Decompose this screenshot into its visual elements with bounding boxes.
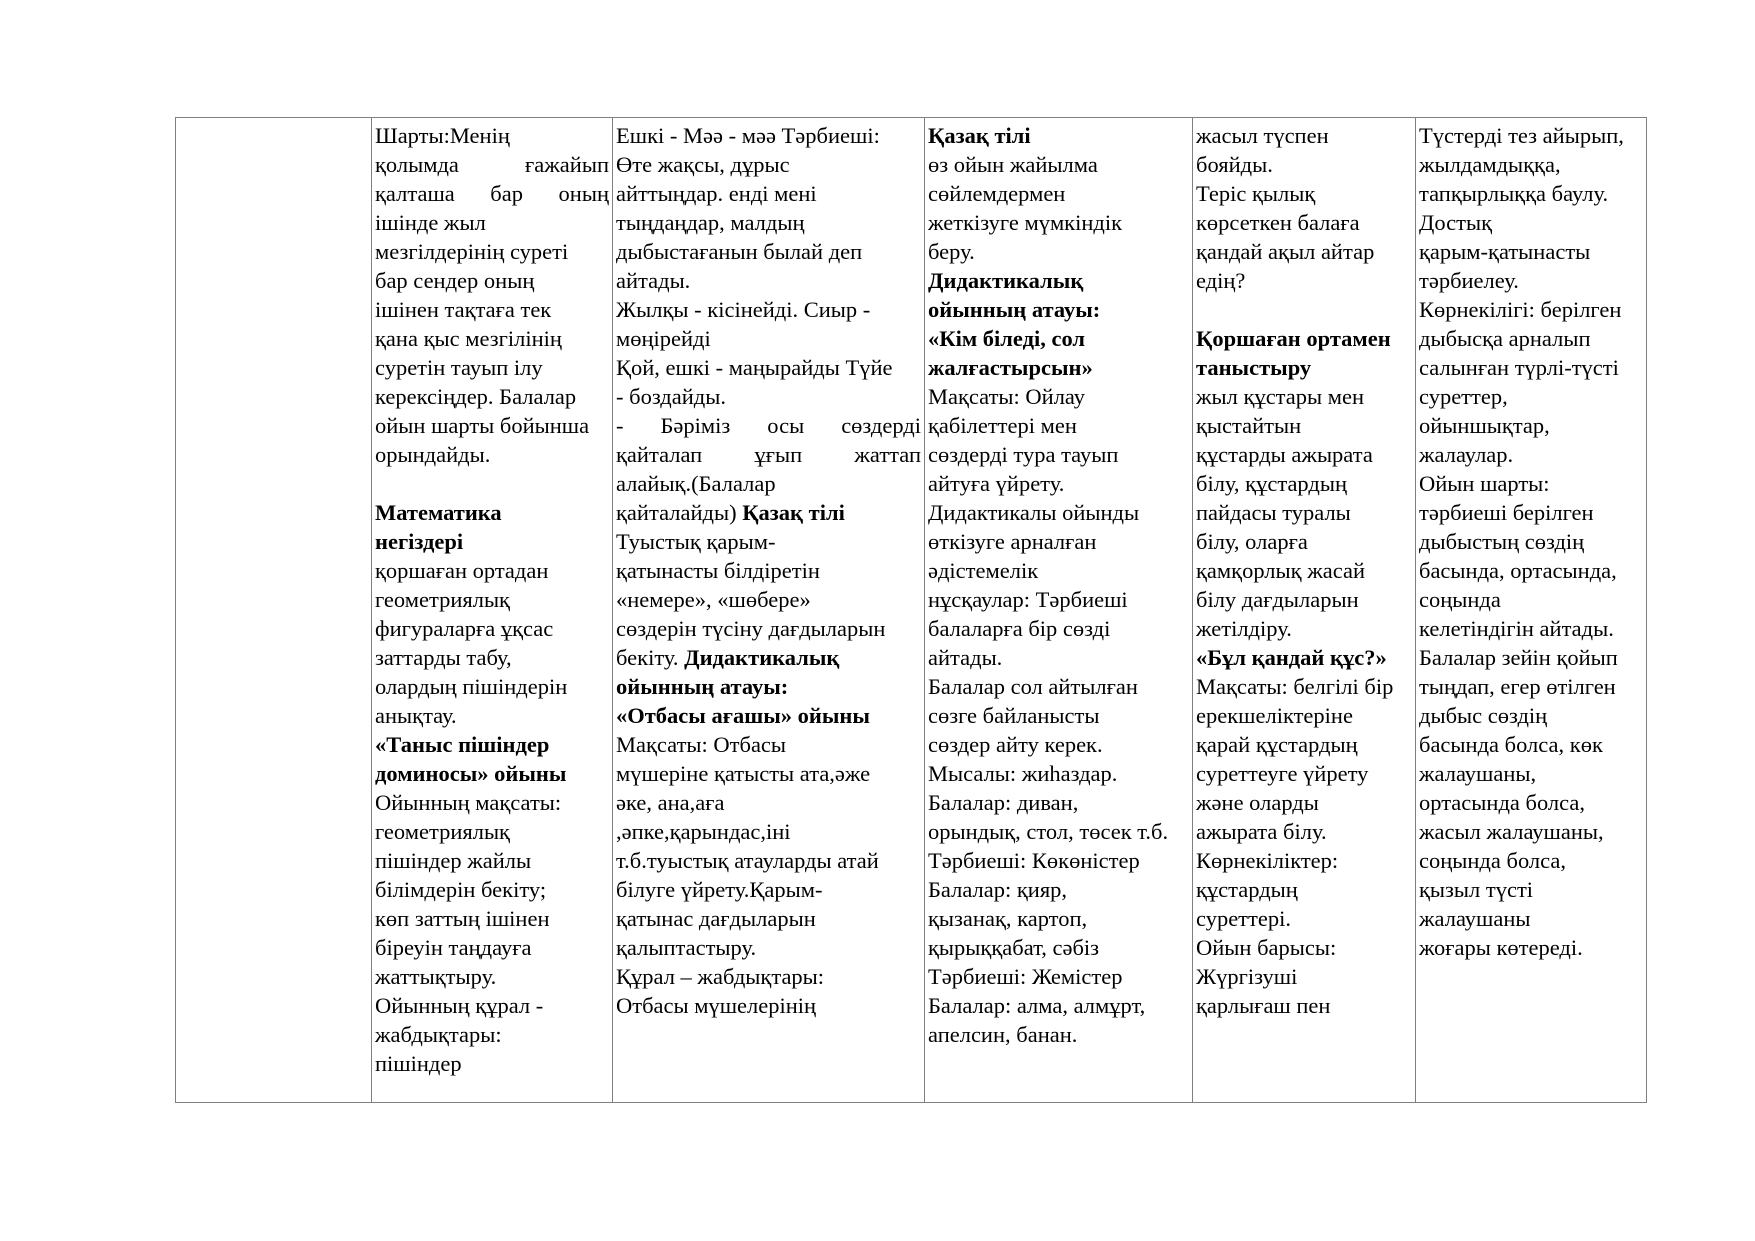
text-line: біреуін таңдауға bbox=[375, 935, 532, 960]
text-line: қана қыс мезгілінің bbox=[375, 326, 562, 351]
text-line: Отбасы мүшелерінің bbox=[616, 993, 817, 1018]
text-line: орындық, стол, төсек т.б. bbox=[928, 819, 1169, 844]
text-line: таныстыру bbox=[1196, 355, 1312, 380]
text-line: қарлығаш пен bbox=[1196, 993, 1331, 1018]
text-line: жасыл түспен bbox=[1196, 123, 1329, 148]
text-line: қабілеттері мен bbox=[928, 413, 1077, 438]
text-line: пайдасы туралы bbox=[1196, 500, 1351, 525]
text-line: басында, ортасында, bbox=[1419, 558, 1617, 583]
text-line: айтады. bbox=[616, 268, 691, 293]
text-line: Өте жақсы, дұрыс bbox=[616, 152, 790, 177]
text-line: дыбыстағанын былай деп bbox=[616, 239, 863, 264]
text-line: көрсеткен балаға bbox=[1196, 210, 1360, 235]
text-line: білу, құстардың bbox=[1196, 471, 1347, 496]
text-line: тапқырлыққа баулу. bbox=[1419, 181, 1609, 206]
text-line: білу дағдыларын bbox=[1196, 587, 1359, 612]
text-line: ойынның атауы: bbox=[616, 674, 789, 699]
text-line: негіздері bbox=[375, 529, 464, 554]
table-cell-empty bbox=[176, 118, 371, 1102]
text-line: Көрнекіліктер: bbox=[1196, 848, 1339, 873]
text-line: сөйлемдермен bbox=[928, 181, 1066, 206]
table-cell-colors-game bbox=[1415, 118, 1646, 1102]
text-line: қарай құстардың bbox=[1196, 732, 1358, 757]
text-line: әдістемелік bbox=[928, 558, 1039, 583]
text-line: қолымда ғажайып bbox=[375, 152, 609, 177]
bold-heading-segment: Дидактикалық bbox=[684, 645, 840, 670]
text-line: жеткізуге мүмкіндік bbox=[928, 210, 1123, 235]
text-line: Көрнекілігі: берілген bbox=[1419, 297, 1622, 322]
text-line: Теріс қылық bbox=[1196, 181, 1316, 206]
text-line: мөңірейді bbox=[616, 326, 711, 351]
text-line: апелсин, банан. bbox=[928, 1022, 1078, 1047]
text-line: қалыптастыру. bbox=[616, 935, 757, 960]
text-line: Құрал – жабдықтары: bbox=[616, 964, 825, 989]
text-line: қатынасты білдіретін bbox=[616, 558, 820, 583]
text-line: Туыстық қарым- bbox=[616, 529, 776, 554]
text-line: дыбысқа арналып bbox=[1419, 326, 1591, 351]
text-line: көп заттың ішінен bbox=[375, 906, 550, 931]
text-line: жаттықтыру. bbox=[375, 964, 497, 989]
text-line: ажырата білу. bbox=[1196, 819, 1327, 844]
text-line: мүшеріне қатысты ата,әже bbox=[616, 761, 871, 786]
text-line: алайық.(Балалар bbox=[616, 471, 776, 496]
text-line: доминосы» ойыны bbox=[375, 761, 567, 786]
text-line: Ешкі - Мәә - мәә Тәрбиеші: bbox=[616, 123, 880, 148]
text-line: Ойын барысы: bbox=[1196, 935, 1337, 960]
text-line: және оларды bbox=[1196, 790, 1319, 815]
text-line: білімдерін бекіту; bbox=[375, 877, 547, 902]
text-line: Жүргізуші bbox=[1196, 964, 1298, 989]
text-line: ,әпке,қарындас,іні bbox=[616, 819, 791, 844]
text-line: қызанақ, картоп, bbox=[928, 906, 1088, 931]
text-line: қырыққабат, сәбіз bbox=[928, 935, 1100, 960]
text-line: жалаушаны, bbox=[1419, 761, 1537, 786]
text-line: суретін тауып ілу bbox=[375, 355, 543, 380]
text-line: беру. bbox=[928, 239, 975, 264]
text-line: әке, ана,аға bbox=[616, 790, 725, 815]
text-line: бар сендер оның bbox=[375, 268, 535, 293]
table-cell-family-tree-game bbox=[612, 118, 924, 1102]
text-line: Балалар зейін қойып bbox=[1419, 645, 1618, 670]
text-line: өз ойын жайылма bbox=[928, 152, 1098, 177]
text-line: жетілдіру. bbox=[1196, 616, 1292, 641]
text-line: «Таныс пішіндер bbox=[375, 732, 550, 757]
text-line: тыңдап, егер өтілген bbox=[1419, 674, 1616, 699]
text-line: суреттеуге үйрету bbox=[1196, 761, 1369, 786]
text-line: айттыңдар. енді мені bbox=[616, 181, 817, 206]
text-line: «немере», «шөбере» bbox=[616, 587, 811, 612]
text-line bbox=[1196, 295, 1412, 324]
text-line: - Бәріміз осы сөздерді bbox=[616, 413, 921, 438]
text-line: жалғастырсын» bbox=[928, 355, 1093, 380]
text-line: Балалар сол айтылған bbox=[928, 674, 1138, 699]
text-line: сөзге байланысты bbox=[928, 703, 1100, 728]
text-line: жоғары көтереді. bbox=[1419, 935, 1583, 960]
text-line: суреттері. bbox=[1196, 906, 1291, 931]
text-line: қайталап ұғып жаттап bbox=[616, 442, 921, 467]
text-line: ішінен тақтаға тек bbox=[375, 297, 552, 322]
text-line: керексіңдер. Балалар bbox=[375, 384, 577, 409]
text-line: ортасында болса, bbox=[1419, 790, 1586, 815]
text-line: анықтау. bbox=[375, 703, 457, 728]
text-line: білуге үйрету.Қарым- bbox=[616, 877, 823, 902]
text-line: Қазақ тілі bbox=[928, 123, 1031, 148]
text-line: қыстайтын bbox=[1196, 413, 1302, 438]
text-line: Түстерді тез айырып, bbox=[1419, 123, 1624, 148]
text-line: - боздайды. bbox=[616, 384, 726, 409]
text-line: құстарды ажырата bbox=[1196, 442, 1373, 467]
text-line: қамқорлық жасай bbox=[1196, 558, 1366, 583]
text-line: едің? bbox=[1196, 268, 1246, 293]
text-line: ерекшеліктеріне bbox=[1196, 703, 1353, 728]
text-line: Ойынның мақсаты: bbox=[375, 790, 562, 815]
text-line: балаларға бір сөзді bbox=[928, 616, 1111, 641]
text-line: соңында bbox=[1419, 587, 1501, 612]
text-line bbox=[616, 643, 921, 672]
text-line: мезгілдерінің суреті bbox=[375, 239, 569, 264]
text-segment: бекіту. bbox=[616, 645, 685, 670]
text-line: ішінде жыл bbox=[375, 210, 486, 235]
text-line: Тәрбиеші: Жемістер bbox=[928, 964, 1123, 989]
text-line: Дидактикалық bbox=[928, 268, 1084, 293]
text-line: келетіндігін айтады. bbox=[1419, 616, 1614, 641]
text-line: Мақсаты: Ойлау bbox=[928, 384, 1086, 409]
text-line: пішіндер bbox=[375, 1051, 462, 1076]
text-line: Қой, ешкі - маңырайды Түйе bbox=[616, 355, 893, 380]
text-line: Мысалы: жиhаздар. bbox=[928, 761, 1118, 786]
text-line: қарым-қатынасты bbox=[1419, 239, 1591, 264]
text-line: Тәрбиеші: Көкөністер bbox=[928, 848, 1140, 873]
text-line: тыңдаңдар, малдың bbox=[616, 210, 805, 235]
text-line: Ойынның құрал - bbox=[375, 993, 544, 1018]
text-line: жалаулар. bbox=[1419, 442, 1514, 467]
text-line: қалташа бар оның bbox=[375, 181, 609, 206]
text-line: жалаушаны bbox=[1419, 906, 1531, 931]
text-line: геометриялық bbox=[375, 819, 510, 844]
text-line: сөздерді тура тауып bbox=[928, 442, 1119, 467]
text-line: қатынас дағдыларын bbox=[616, 906, 816, 931]
text-line: нұсқаулар: Тәрбиеші bbox=[928, 587, 1128, 612]
text-line: суреттер, bbox=[1419, 384, 1508, 409]
text-line: геометриялық bbox=[375, 587, 510, 612]
text-line: «Кім біледі, сол bbox=[928, 326, 1086, 351]
text-line: бояйды. bbox=[1196, 152, 1273, 177]
text-line: ойынның атауы: bbox=[928, 297, 1101, 322]
text-line: сөздерін түсіну дағдыларын bbox=[616, 616, 886, 641]
text-line: салынған түрлі-түсті bbox=[1419, 355, 1619, 380]
text-line: қандай ақыл айтар bbox=[1196, 239, 1375, 264]
text-segment: қайталайды) bbox=[616, 500, 743, 525]
text-line: Дидактикалы ойынды bbox=[928, 500, 1140, 525]
text-line: фигураларға ұқсас bbox=[375, 616, 554, 641]
text-line: ойыншықтар, bbox=[1419, 413, 1550, 438]
text-line: жыл құстары мен bbox=[1196, 384, 1365, 409]
text-line: пішіндер жайлы bbox=[375, 848, 532, 873]
text-line: ойын шарты бойынша bbox=[375, 413, 590, 438]
text-line: соңында болса, bbox=[1419, 848, 1566, 873]
table-cell-environment bbox=[1192, 118, 1415, 1102]
text-line: Қоршаған ортамен bbox=[1196, 326, 1391, 351]
text-line: басында болса, көк bbox=[1419, 732, 1603, 757]
text-line: өткізуге арналған bbox=[928, 529, 1097, 554]
text-line: Балалар: алма, алмұрт, bbox=[928, 993, 1146, 1018]
text-line: т.б.туыстық атауларды атай bbox=[616, 848, 879, 873]
text-line bbox=[375, 469, 609, 498]
text-line: жылдамдыққа, bbox=[1419, 152, 1561, 177]
text-line: құстардың bbox=[1196, 877, 1298, 902]
text-line bbox=[616, 498, 921, 527]
text-line: Мақсаты: белгілі бір bbox=[1196, 674, 1394, 699]
text-line: дыбыстың сөздің bbox=[1419, 529, 1585, 554]
text-line: Мақсаты: Отбасы bbox=[616, 732, 787, 757]
text-line: сөздер айту керек. bbox=[928, 732, 1103, 757]
bold-heading-segment: Қазақ тілі bbox=[742, 500, 845, 525]
text-line: тәрбиеші берілген bbox=[1419, 500, 1594, 525]
text-line: жабдықтары: bbox=[375, 1022, 502, 1047]
text-line: Ойын шарты: bbox=[1419, 471, 1550, 496]
text-line: қызыл түсті bbox=[1419, 877, 1534, 902]
text-line: айтуға үйрету. bbox=[928, 471, 1065, 496]
text-line: заттарды табу, bbox=[375, 645, 512, 670]
lesson-plan-table bbox=[175, 117, 1647, 1103]
text-line: «Отбасы ағашы» ойыны bbox=[616, 703, 870, 728]
text-line: Математика bbox=[375, 500, 502, 525]
text-line: жасыл жалаушаны, bbox=[1419, 819, 1604, 844]
table-cell-kazakh-language bbox=[924, 118, 1192, 1102]
text-line: Шарты:Менің bbox=[375, 123, 510, 148]
text-line: «Бұл қандай құс?» bbox=[1196, 645, 1387, 670]
text-line: дыбыс сөздің bbox=[1419, 703, 1548, 728]
text-line: тәрбиелеу. bbox=[1419, 268, 1519, 293]
text-line: Балалар: диван, bbox=[928, 790, 1079, 815]
text-line: айтады. bbox=[928, 645, 1003, 670]
text-line: орындайды. bbox=[375, 442, 491, 467]
text-line: Жылқы - кісінейді. Сиыр - bbox=[616, 297, 871, 322]
text-line: Балалар: қияр, bbox=[928, 877, 1068, 902]
text-line: Достық bbox=[1419, 210, 1493, 235]
text-line: олардың пішіндерін bbox=[375, 674, 568, 699]
table-cell-mathematics bbox=[371, 118, 612, 1102]
text-line: білу, оларға bbox=[1196, 529, 1308, 554]
text-line: қоршаған ортадан bbox=[375, 558, 549, 583]
